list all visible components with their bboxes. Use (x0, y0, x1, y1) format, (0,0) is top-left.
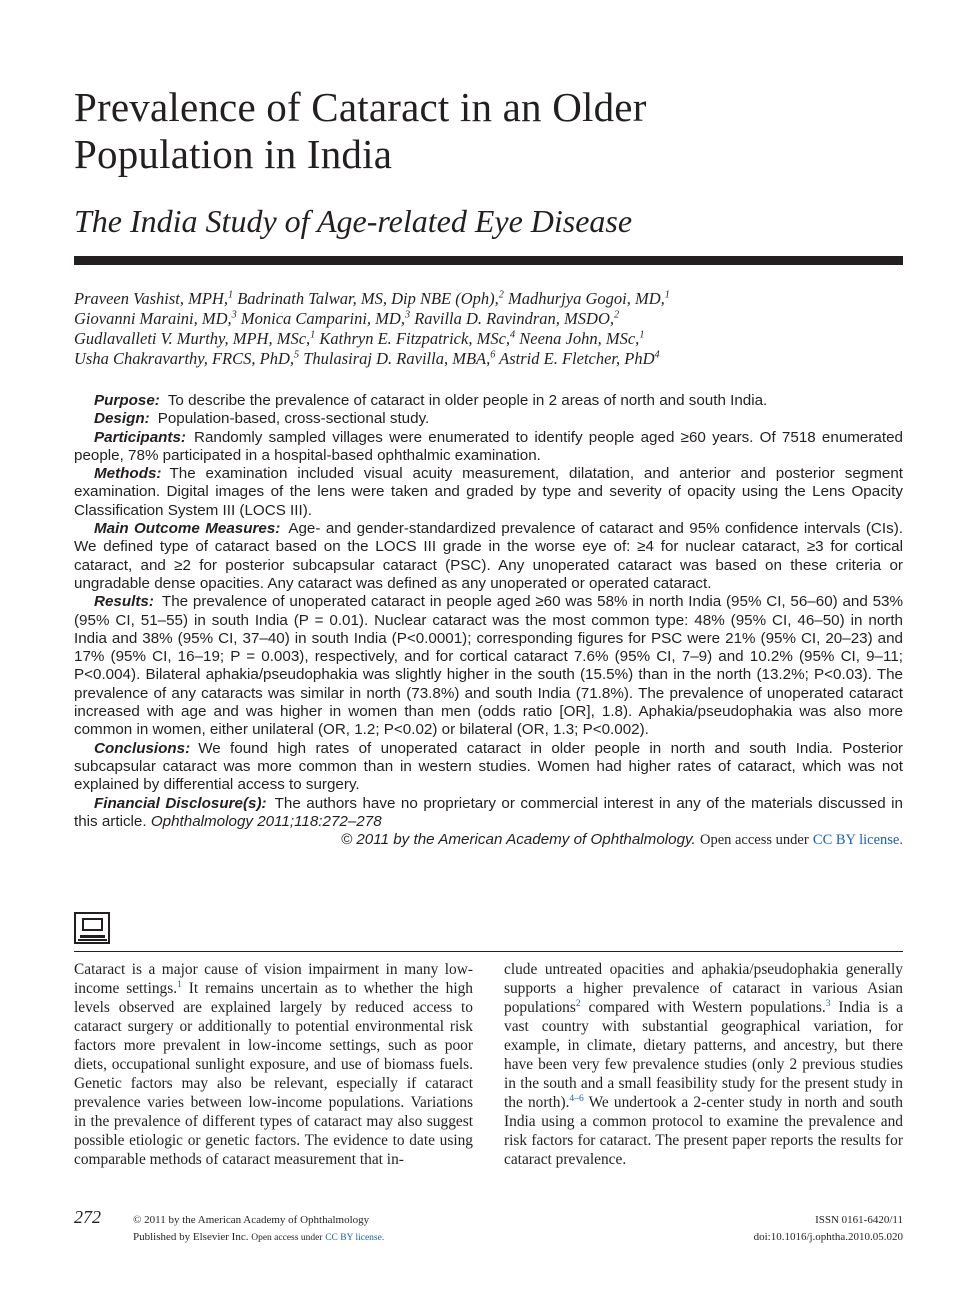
author-affiliation: 5 (294, 349, 300, 361)
footer-issn: ISSN 0161-6420/11 (815, 1214, 903, 1226)
abstract-copyright (74, 831, 903, 849)
author-affiliation: 4 (510, 329, 516, 341)
abstract-disclosure (74, 795, 903, 832)
author-name: Madhurjya Gogoi, MD, (503, 289, 665, 308)
author-affiliation: 1 (639, 329, 645, 341)
author-name: Thulasiraj D. Ravilla, MBA, (299, 349, 491, 368)
article-title-line-2: Population in India (74, 131, 393, 177)
reference-link[interactable]: 2 (575, 997, 581, 1009)
article-subtitle: The India Study of Age-related Eye Disease (74, 203, 633, 239)
footer-publisher: Published by Elsevier Inc. (133, 1231, 249, 1243)
disclosure-text: The authors have no proprietary or commercial interest in any of the materials discussed in this article. (74, 794, 903, 830)
author-name: Monica Camparini, MD, (236, 309, 405, 328)
author-name: Kathryn E. Fitzpatrick, MSc, (315, 329, 511, 348)
author-line (74, 329, 914, 349)
reference-link[interactable]: 1 (177, 978, 182, 990)
body-paragraph-right (504, 960, 903, 1169)
license-link[interactable]: CC BY license. (812, 832, 903, 849)
reference-link[interactable]: 4–6 (569, 1092, 584, 1104)
results-text: The prevalence of unoperated cataract in people aged ≥60 was 58% in north India (95% CI, 56–60) and 53% (95% CI, 51–55) in south India (P = 0.01). Nuclear cataract was the most common type: 48% (95% CI, 46–50) in north India and 38% (95% CI, 37–40) in south India (P<0.0001); corresponding figures for PSC were 21% (95% CI, 20–23) and 17% (95% CI, 16–19; P = 0.003), respectively, and for cortical cataract 7.6% (95% CI, 7–9) and 10.2% (95% CI, 9–11; P<0.004). Bilateral aphakia/pseudophakia was slightly higher in the south (15.5%) than in the north (13.2%; P<0.03). The prevalence of any cataracts was similar in north (73.8%) and south India (71.8%). The prevalence of unoperated cataract increased with age and was higher in women than men (odds ratio [OR], 1.8). Aphakia/pseudophakia was also more common in women, either unilateral (OR, 1.2; P<0.02) or bilateral (OR, 1.3; P<0.002). (74, 593, 903, 739)
author-name: Gudlavalleti V. Murthy, MPH, MSc, (74, 329, 311, 348)
author-name: Badrinath Talwar, MS, Dip NBE (Oph), (233, 289, 499, 308)
author-name: Usha Chakravarthy, FRCS, PhD, (74, 349, 294, 368)
abstract-design (74, 410, 903, 428)
author-name: Ravilla D. Ravindran, MSDO, (410, 309, 615, 328)
monitor-screen (82, 918, 103, 931)
author-affiliation: 6 (490, 349, 496, 361)
methods-label: Methods: (94, 465, 162, 483)
computer-monitor-icon (74, 912, 110, 944)
outcome-label: Main Outcome Measures: (94, 520, 281, 538)
body-text: We undertook a 2-center study in north and south India using a common protocol to examine the prevalence and risk factors for cataract. The present paper reports the results for cataract prevalence. (504, 1094, 903, 1168)
body-text: It remains uncertain as to whether the high levels observed are explained largely by reduced access to cataract surgery or additionally to potential environmental risk factors more prevalent in low-income settings, such as poor diets, occupational sunlight exposure, and use of biomass fuels. Genetic factors may also be relevant, especially if cataract prevalence varies between low-income populations. Variations in the prevalence of different types of cataract may also suggest possible etiologic or genetic factors. The evidence to date using comparable methods of cataract measurement that in- (74, 980, 474, 1168)
author-affiliation: 1 (664, 289, 670, 301)
abstract (74, 392, 903, 849)
page-number: 272 (74, 1207, 101, 1227)
reference-link[interactable]: 3 (825, 997, 831, 1009)
abstract-results (74, 593, 903, 739)
footer-publisher-line (133, 1229, 384, 1247)
author-affiliation: 3 (231, 309, 237, 321)
abstract-outcomes (74, 520, 903, 593)
design-label: Design: (94, 410, 150, 428)
abstract-purpose (74, 392, 903, 410)
author-name: Neena John, MSc, (515, 329, 640, 348)
journal-citation: Ophthalmology 2011;118:272–278 (150, 812, 382, 830)
author-line (74, 349, 914, 369)
open-access-text: Open access under (699, 832, 809, 849)
author-name: Praveen Vashist, MPH, (74, 289, 228, 308)
article-title (74, 84, 914, 178)
outcome-text: Age- and gender-standardized prevalence of cataract and 95% confidence intervals (CIs). We defined type of cataract based on the LOCS III grade in the worse eye of: ≥4 for nuclear cataract, ≥3 for cortical cataract, and ≥2 for posterior subcapsular cataract (PSC). Any unoperated cataract was based on these criteria or ungradable dense opacities. Any cataract was defined as any unoperated or operated cataract. (74, 520, 903, 592)
body-text: clude untreated opacities and aphakia/pseudophakia generally supports a higher prevalence of cataract in various Asian populations (504, 961, 903, 1016)
abstract-methods (74, 465, 903, 520)
methods-text: The examination included visual acuity measurement, dilatation, and anterior and posterior segment examination. Digital images of the lens were taken and graded by type and severity of opacity using the Lens Opacity Classification System III (LOCS III). (74, 465, 903, 519)
author-name: Giovanni Maraini, MD, (74, 309, 232, 328)
title-rule (74, 256, 903, 265)
body-text: compared with Western populations. (580, 999, 826, 1016)
author-affiliation: 2 (614, 309, 620, 321)
monitor-foot (78, 939, 107, 941)
author-line (74, 289, 914, 309)
body-column-right (504, 960, 903, 1169)
footer-doi: doi:10.1016/j.ophtha.2010.05.020 (753, 1231, 903, 1243)
section-separator (74, 951, 903, 952)
author-affiliation: 3 (404, 309, 411, 321)
author-affiliation: 4 (654, 349, 660, 361)
author-name: Astrid E. Fletcher, PhD (495, 349, 655, 368)
purpose-text: To describe the prevalence of cataract in older people in 2 areas of north and south India. (167, 392, 768, 409)
copyright-text: © 2011 by the American Academy of Ophthalmology. (340, 831, 696, 849)
author-list (74, 289, 914, 369)
monitor-base (80, 935, 105, 938)
footer-open-access: Open access under (251, 1233, 323, 1243)
footer-left (133, 1212, 384, 1247)
disclosure-label: Financial Disclosure(s): (94, 794, 267, 812)
design-text: Population-based, cross-sectional study. (157, 410, 430, 428)
body-paragraph-left (74, 960, 473, 1169)
footer-copyright: © 2011 by the American Academy of Ophthalmology (133, 1214, 370, 1226)
footer-right (754, 1212, 903, 1246)
abstract-conclusions (74, 740, 903, 795)
purpose-label: Purpose: (94, 392, 160, 409)
results-label: Results: (94, 593, 154, 611)
footer-license-link[interactable]: CC BY license. (325, 1233, 385, 1243)
participants-text: Randomly sampled villages were enumerated to identify people aged ≥60 years. Of 7518 enumerated people, 78% participated in a hospital-based ophthalmic examination. (74, 428, 903, 464)
author-affiliation: 1 (310, 329, 316, 341)
conclusions-text: We found high rates of unoperated cataract in older people in north and south India. Posterior subcapsular cataract was more common than in western studies. Women had higher rates of cataract, which was not explained by differential access to surgery. (74, 739, 903, 794)
abstract-participants (74, 429, 903, 466)
author-affiliation: 1 (227, 289, 234, 301)
article-title-line-1: Prevalence of Cataract in an Older (74, 84, 647, 130)
body-text: India is a vast country with substantial geographical variation, for example, in climate, dietary patterns, and ancestry, but there have been very few prevalence studies (only 2 previous studies in the south and a small feasibility study for the present study in the north). (504, 999, 903, 1111)
author-line (74, 309, 914, 329)
body-column-left (74, 960, 473, 1169)
conclusions-label: Conclusions: (94, 739, 191, 757)
body-text: Cataract is a major cause of vision impairment in many low-income settings. (74, 961, 473, 997)
participants-label: Participants: (94, 428, 186, 446)
author-affiliation: 2 (498, 289, 504, 301)
